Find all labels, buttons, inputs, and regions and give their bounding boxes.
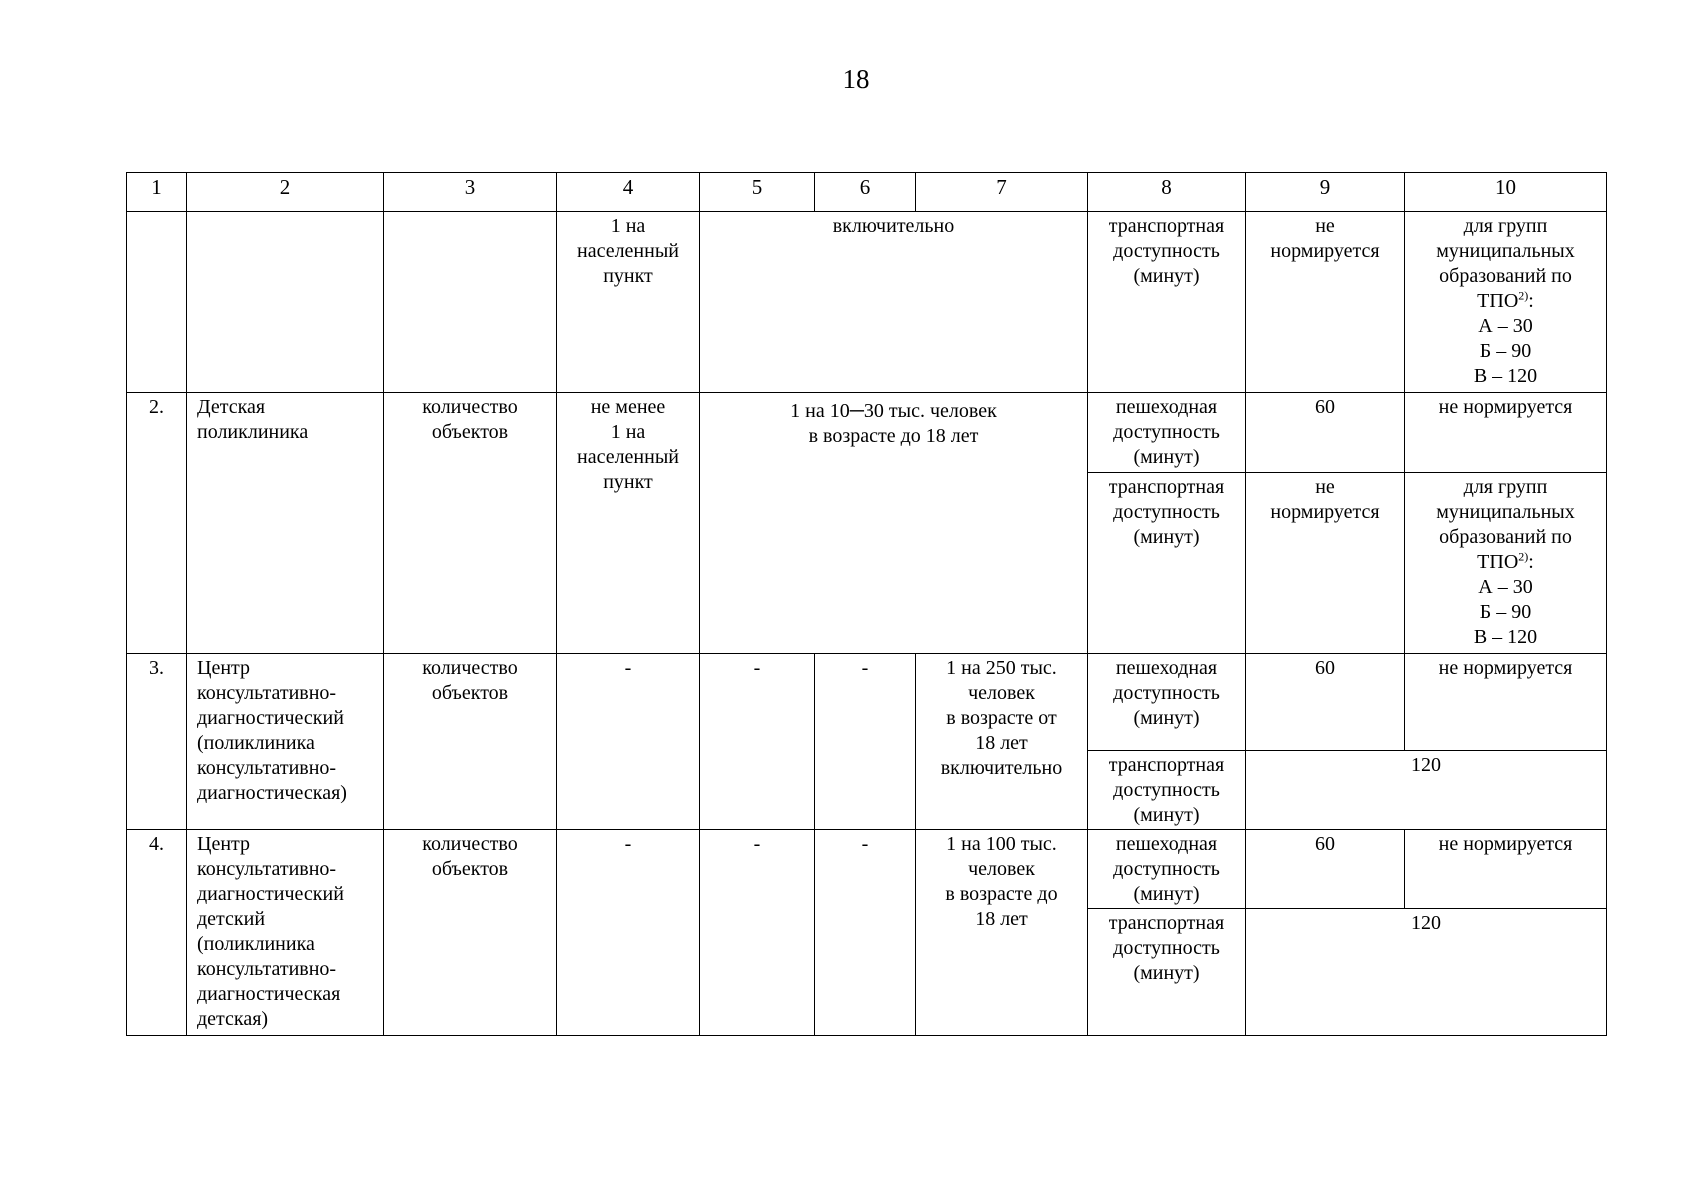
indicator-cell	[384, 830, 557, 1036]
cell-line: консультативно-	[197, 858, 337, 880]
cell-line: консультативно-	[197, 682, 337, 704]
cell-line: 1 на 250 тыс.	[946, 657, 1057, 679]
number-cell: 4.	[127, 830, 187, 1036]
cell-line: (минут)	[1133, 707, 1200, 729]
access-norm-cell: не нормируется	[1405, 393, 1607, 473]
norm-cell	[700, 393, 1088, 654]
cell-line: для групп	[1463, 215, 1548, 237]
header-cell: 2	[187, 173, 384, 212]
cell-line: диагностическая)	[197, 782, 347, 804]
cell-line: количество	[422, 657, 518, 679]
indicator-cell	[384, 212, 557, 393]
cell-line: не	[1315, 215, 1335, 237]
cell-line: транспортная	[1108, 912, 1225, 934]
access-value-cell	[1246, 212, 1405, 393]
cell-line: доступность	[1113, 421, 1220, 443]
cell-line: 1 на 100 тыс.	[946, 833, 1057, 855]
cell-line: муниципальных	[1436, 501, 1575, 523]
cell-line: доступность	[1113, 779, 1220, 801]
cell-line: А – 30	[1478, 576, 1533, 598]
tpo-label: ТПО	[1477, 290, 1519, 312]
cell-line: 1 на 10─30 тыс. человек	[790, 400, 997, 422]
cell-line: муниципальных	[1436, 240, 1575, 262]
header-cell: 3	[384, 173, 557, 212]
cell-line: объектов	[431, 682, 509, 704]
cell-line: Детская	[197, 396, 266, 418]
cell-line: населенный	[577, 240, 679, 262]
cell-line: для групп	[1463, 476, 1548, 498]
cell-line: в возрасте до 18 лет	[808, 425, 979, 447]
cell-line: доступность	[1113, 240, 1220, 262]
access-value-cell	[1246, 473, 1405, 654]
cell-line: доступность	[1113, 858, 1220, 880]
cell-line: Б – 90	[1479, 601, 1532, 623]
cell-line: доступность	[1113, 501, 1220, 523]
col6-cell: -	[815, 654, 916, 830]
cell-line: пункт	[603, 471, 653, 493]
cell-line: консультативно-	[197, 958, 337, 980]
cell-line: поликлиника	[197, 421, 309, 443]
cell-line: человек	[968, 858, 1035, 880]
table-row	[127, 212, 1607, 393]
cell-line: количество	[422, 396, 518, 418]
cell-line: количество	[422, 833, 518, 855]
header-cell: 4	[557, 173, 700, 212]
table-row	[127, 830, 1607, 909]
access-type-cell	[1088, 393, 1246, 473]
cell-line: детская)	[197, 1008, 269, 1030]
tpo-cell	[1405, 212, 1607, 393]
tpo-colon: :	[1528, 551, 1534, 573]
cell-line: (поликлиника	[197, 732, 315, 754]
col5-cell: -	[700, 830, 815, 1036]
col4-cell	[557, 212, 700, 393]
cell-line: образований по	[1439, 265, 1572, 287]
table-row	[127, 654, 1607, 751]
name-cell	[187, 654, 384, 830]
tpo-line	[1411, 550, 1600, 575]
cell-line: пешеходная	[1115, 833, 1218, 855]
cell-line: В – 120	[1473, 365, 1538, 387]
cell-line: нормируется	[1270, 240, 1380, 262]
header-cell: 10	[1405, 173, 1607, 212]
cell-line: 1 на	[610, 421, 646, 443]
footnote-ref: 2)	[1518, 549, 1529, 564]
access-type-cell	[1088, 830, 1246, 909]
name-cell	[187, 212, 384, 393]
access-value-cell: 60	[1246, 830, 1405, 909]
col5-cell: -	[700, 654, 815, 830]
access-value-cell: 120	[1246, 909, 1607, 1036]
cell-line: диагностический	[197, 883, 344, 905]
cell-line: консультативно-	[197, 757, 337, 779]
tpo-label: ТПО	[1477, 551, 1519, 573]
cell-line: образований по	[1439, 526, 1572, 548]
number-cell: 3.	[127, 654, 187, 830]
tpo-cell	[1405, 473, 1607, 654]
access-value-cell: 120	[1246, 751, 1607, 830]
access-type-cell	[1088, 909, 1246, 1036]
cell-line: транспортная	[1108, 754, 1225, 776]
cell-line: диагностический	[197, 707, 344, 729]
col7-cell	[916, 654, 1088, 830]
cell-line: в возрасте до	[945, 883, 1058, 905]
col6-cell: -	[815, 830, 916, 1036]
page-number: 18	[842, 64, 870, 94]
cell-line: 1 на	[610, 215, 646, 237]
cell-line: 18 лет	[975, 732, 1028, 754]
cell-line: нормируется	[1270, 501, 1380, 523]
header-cell: 7	[916, 173, 1088, 212]
cell-line: включительно	[940, 757, 1063, 779]
indicator-cell	[384, 393, 557, 654]
cell-line: объектов	[431, 858, 509, 880]
access-type-cell	[1088, 473, 1246, 654]
norm-cell	[700, 212, 1088, 393]
tpo-line	[1411, 289, 1600, 314]
cell-line: транспортная	[1108, 215, 1225, 237]
cell-line: объектов	[431, 421, 509, 443]
access-type-cell	[1088, 212, 1246, 393]
col4-cell: -	[557, 654, 700, 830]
cell-line: (минут)	[1133, 962, 1200, 984]
cell-line: Б – 90	[1479, 340, 1532, 362]
header-cell: 1	[127, 173, 187, 212]
col4-cell	[557, 393, 700, 654]
tpo-colon: :	[1528, 290, 1534, 312]
access-type-cell	[1088, 654, 1246, 751]
indicator-cell	[384, 654, 557, 830]
number-cell	[127, 212, 187, 393]
cell-line: не менее	[590, 396, 666, 418]
table-row	[127, 393, 1607, 473]
cell-line: пешеходная	[1115, 396, 1218, 418]
cell-line: человек	[968, 682, 1035, 704]
cell-line: пешеходная	[1115, 657, 1218, 679]
cell-line: доступность	[1113, 682, 1220, 704]
cell-line: Центр	[197, 657, 251, 679]
cell-line: населенный	[577, 446, 679, 468]
cell-line: диагностическая	[197, 983, 341, 1005]
name-cell	[187, 830, 384, 1036]
access-type-cell	[1088, 751, 1246, 830]
cell-line: (минут)	[1133, 446, 1200, 468]
col7-cell	[916, 830, 1088, 1036]
header-cell: 6	[815, 173, 916, 212]
number-cell: 2.	[127, 393, 187, 654]
access-value-cell: 60	[1246, 654, 1405, 751]
cell-line: включительно	[832, 215, 955, 237]
cell-line: (минут)	[1133, 265, 1200, 287]
cell-line: доступность	[1113, 937, 1220, 959]
cell-line: пункт	[603, 265, 653, 287]
cell-line: А – 30	[1478, 315, 1533, 337]
header-cell: 5	[700, 173, 815, 212]
cell-line: В – 120	[1473, 626, 1538, 648]
footnote-ref: 2)	[1518, 288, 1529, 303]
header-cell: 9	[1246, 173, 1405, 212]
header-cell: 8	[1088, 173, 1246, 212]
cell-line: в возрасте от	[946, 707, 1057, 729]
header-row	[127, 173, 1607, 212]
cell-line: (минут)	[1133, 883, 1200, 905]
cell-line: не	[1315, 476, 1335, 498]
cell-line: 18 лет	[975, 908, 1028, 930]
standards-table	[126, 172, 1607, 1036]
cell-line: (поликлиника	[197, 933, 315, 955]
cell-line: (минут)	[1133, 804, 1200, 826]
col4-cell: -	[557, 830, 700, 1036]
cell-line: (минут)	[1133, 526, 1200, 548]
cell-line: транспортная	[1108, 476, 1225, 498]
cell-line: Центр	[197, 833, 251, 855]
access-value-cell: 60	[1246, 393, 1405, 473]
access-norm-cell: не нормируется	[1405, 830, 1607, 909]
cell-line: детский	[197, 908, 266, 930]
name-cell	[187, 393, 384, 654]
access-norm-cell: не нормируется	[1405, 654, 1607, 751]
